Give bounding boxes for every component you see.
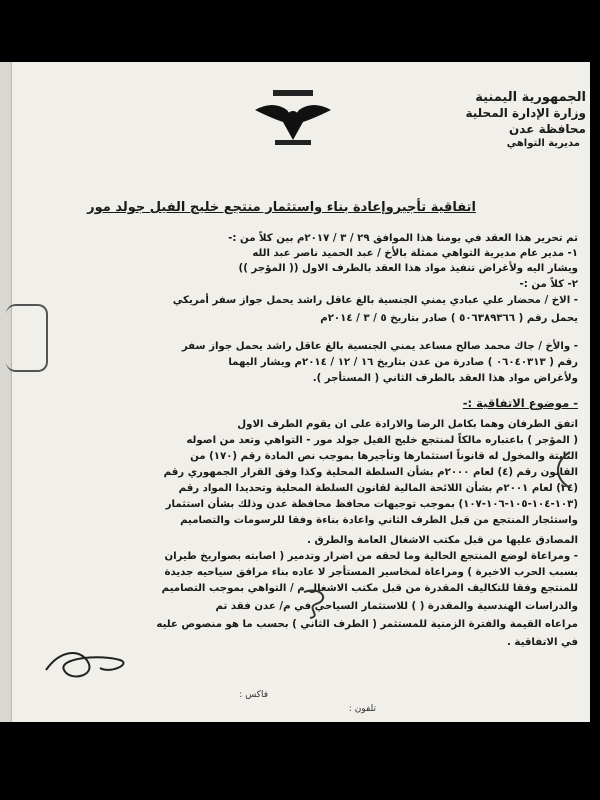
footer-fax: فاكس :	[239, 690, 268, 700]
body-line: ( المؤجر ) باعتباره مالكاً لمنتجع خليج الفيل جولد مور - التواهي وتعد من اصوله	[186, 435, 578, 446]
eagle-emblem-icon	[253, 88, 333, 148]
body-line: - ومراعاة لوضع المنتجع الحالية وما لحقه من اضرار وتدمير ( اصابته بصواريخ طيران	[164, 551, 578, 562]
header-governorate: محافظة عدن	[509, 122, 586, 136]
body-line: المصادق عليها من قبل مكتب الاشغال العامة والطرق .	[307, 535, 578, 546]
paragraph-line: ولأغراض مواد هذا العقد بالطرف الثاني ( المستأجر ).	[312, 373, 578, 384]
paragraph-line: - والأخ / جاك محمد صالح مساعد يمني الجنسية بالغ عاقل راشد يحمل جواز سفر	[181, 341, 578, 352]
body-line: في الاتفاقية .	[506, 637, 578, 648]
body-line: القانون رقم (٤) لعام ٢٠٠٠م بشأن السلطة المحلية وكذا وفق القرار الجمهوري رقم	[163, 467, 578, 478]
official-stamp	[6, 304, 48, 372]
paragraph-line: يحمل رقم ( ٥٠٦٣٨٩٣٦٦ ) صادر بتاريخ ٥ / ٣ / ٢٠١٤م	[320, 313, 578, 324]
paragraph-line: ١- مدير عام مديرية التواهي ممثلة بالأخ / عبد الحميد ناصر عبد الله	[252, 248, 578, 259]
paragraph-line: رقم ( ٠٦٠٤٠٣١٣ ) صادرة من عدن بتاريخ ١٦ / ١٢ / ٢٠١٤م ويشار اليهما	[228, 357, 578, 368]
section-title: - موضوع الاتفاقية :-	[462, 396, 578, 410]
body-line: (١٠٣-١٠٤-١٠٥-١٠٦-١٠٧) بموجب توجيهات محافظ محافظة عدن وذلك بشأن استثمار	[165, 499, 578, 510]
header-district: مديرية التواهي	[506, 138, 580, 149]
handwritten-bracket	[548, 450, 578, 490]
body-line: اتفق الطرفان وهما بكامل الرضا والارادة على ان يقوم الطرف الاول	[237, 419, 578, 430]
page-edge	[0, 62, 12, 722]
footer-phone: تلفون :	[348, 704, 376, 714]
document-title: اتفاقية تأجيروإعادة بناء واستثمار منتجع خليج الفيل جولد مور	[87, 200, 476, 215]
header-ministry: وزارة الإدارة المحلية	[465, 106, 586, 120]
body-line: مراعاه القيمة والفترة الزمنية للمستثمر ( الطرف الثاني ) بحسب ما هو منصوص عليه	[156, 619, 578, 630]
paragraph-line: - الاخ / محضار علي عبادي يمني الجنسية بالغ عاقل راشد يحمل جواز سفر أمريكي	[172, 295, 578, 306]
paragraph-line: ٢- كلاً من :-	[519, 279, 578, 290]
handwritten-signature	[40, 640, 150, 690]
body-line: للمنتجع وفقا للتكاليف المقدرة من قبل مكتب الاشغال م / التواهي بموجب التصاميم	[161, 583, 578, 594]
body-line: واستئجار المنتجع من قبل الطرف الثاني واعادة بناءة وفقا للرسومات والتصاميم	[180, 515, 578, 526]
body-line: (٢٤) لعام ٢٠٠١م بشأن اللائحة المالية لقانون السلطة المحلية وتحديدا المواد رقم	[178, 483, 578, 494]
body-line: بسبب الحرب الاخيرة ) ومراعاة لمخاسير المستأجر لا عاده بناء مرافق سياحيه جديدة	[164, 567, 578, 578]
header-republic: الجمهورية اليمنية	[475, 90, 586, 105]
body-line: الثابتة والمخول له قانوناً استثمارها وتأجيرها بموجب نص المادة رقم (١٧٠) من	[190, 451, 578, 462]
body-line: والدراسات الهندسية والمقدرة ( ) للاستثمار السياحي في م/ عدن فقد تم	[215, 601, 578, 612]
handwritten-mark	[296, 586, 336, 620]
paragraph-line: تم تحرير هذا العقد في يومنا هذا الموافق ٢٩ / ٣ / ٢٠١٧م بين كلاً من :-	[228, 233, 578, 244]
paragraph-line: ويشار اليه ولأغراض تنفيذ مواد هذا العقد بالطرف الاول (( المؤجر ))	[238, 263, 578, 274]
